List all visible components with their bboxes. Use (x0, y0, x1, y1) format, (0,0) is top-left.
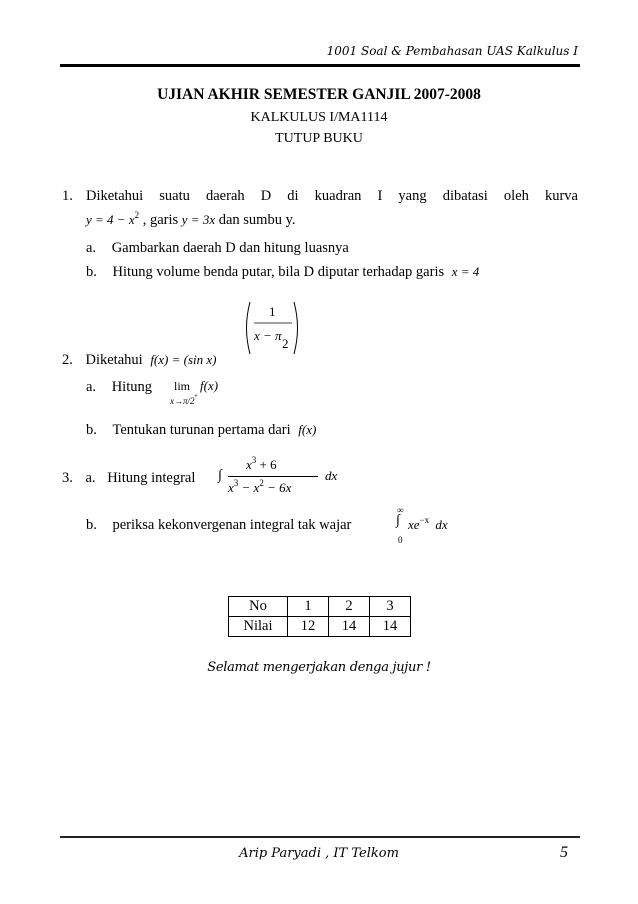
table-cell: 2 (329, 597, 370, 617)
q3-lower-limit: 0 (398, 535, 403, 545)
q1-number: 1. (62, 188, 73, 204)
q1-a-text: Gambarkan daerah D dan hitung luasnya (111, 240, 349, 256)
q2-lim: lim (174, 379, 191, 393)
q2-fx: f(x) = (sin x) (150, 352, 217, 367)
q3-numerator: $x^3 + 6$ (246, 455, 277, 472)
q1-b-eq: x = 4 (451, 264, 480, 279)
q3-dx: dx (325, 468, 338, 483)
q1-b-label: b. (86, 264, 97, 280)
exam-course: KALKULUS I/MA1114 (250, 110, 388, 125)
q2-lim-sub: x→π/2 (170, 396, 195, 406)
q3-b (86, 517, 351, 534)
q2-exp-num: 1 (269, 304, 276, 319)
table-row (229, 617, 411, 637)
page-number: 5 (560, 844, 568, 861)
q3-a-text: Hitung integral (107, 470, 196, 486)
q3-b-label: b. (86, 517, 97, 533)
table-cell: 12 (288, 617, 329, 637)
q2-exp-den: x − π (254, 328, 282, 343)
header-rule (60, 64, 580, 67)
q2-number: 2. (62, 352, 73, 368)
table-cell: 1 (288, 597, 329, 617)
table-cell: 14 (329, 617, 370, 637)
q2-line1 (62, 352, 216, 369)
integral-sign: ∫ (218, 468, 222, 483)
q2-b-f: f(x) (298, 422, 317, 437)
q1-curve: $y = 4 - x^2$ (86, 210, 140, 227)
table-cell: 3 (370, 597, 411, 617)
q1-a-label: a. (86, 240, 97, 256)
closing-message: Selamat mengerjakan denga jujur ! (207, 660, 431, 675)
exam-title: UJIAN AKHIR SEMESTER GANJIL 2007-2008 (157, 86, 481, 103)
q3-fraction-bar (228, 476, 318, 477)
q1-text: Diketahui suatu daerah D di kuadran I yang dibatasi oleh kurva (86, 188, 578, 204)
q3-integrand: $xe^{-x}$ dx (408, 515, 448, 532)
footer-author: Arip Paryadi , IT Telkom (239, 846, 399, 861)
q2-a-label: a. (86, 379, 97, 395)
table-cell: No (229, 597, 288, 617)
q2-lim-sup: + (194, 392, 198, 400)
book-title: 1001 Soal & Pembahasan UAS Kalkulus I (326, 44, 578, 58)
q3-a-label: a. (85, 470, 96, 486)
q2-b (86, 422, 316, 439)
q1-line1 (62, 188, 578, 205)
q2-a-text: Hitung (111, 379, 152, 395)
table-row (229, 597, 411, 617)
q3-denominator: $x^3 - x^2 - 6x$ (228, 478, 292, 495)
q3-b-text: periksa kekonvergenan integral tak wajar (112, 517, 352, 533)
q2-b-label: b. (86, 422, 97, 438)
q3-upper-limit: ∞ (397, 505, 404, 515)
q1-garis-label: , garis (142, 212, 179, 228)
q1-line-eq: y = 3x (181, 212, 216, 227)
q2-a (86, 379, 152, 396)
score-table (228, 596, 411, 637)
q2-exp-den2: 2 (282, 336, 289, 351)
q2-exponent (242, 298, 302, 358)
exam-mode: TUTUP BUKU (275, 131, 363, 146)
q1-tail: dan sumbu y. (218, 212, 296, 228)
q1-a (86, 240, 349, 257)
q1-b-text: Hitung volume benda putar, bila D diputar terhadap garis (112, 264, 445, 280)
q2-b-text: Tentukan turunan pertama dari (112, 422, 291, 438)
q3-number: 3. (62, 470, 73, 486)
q1-b (86, 264, 479, 281)
footer-rule (60, 836, 580, 838)
table-cell: 14 (370, 617, 411, 637)
improper-integral-sign: ∫ (396, 513, 400, 528)
table-cell: Nilai (229, 617, 288, 637)
q3-a (62, 470, 195, 487)
q2-lim-f: f(x) (200, 378, 219, 393)
q2-text: Diketahui (85, 352, 143, 368)
q1-line2 (86, 212, 296, 229)
